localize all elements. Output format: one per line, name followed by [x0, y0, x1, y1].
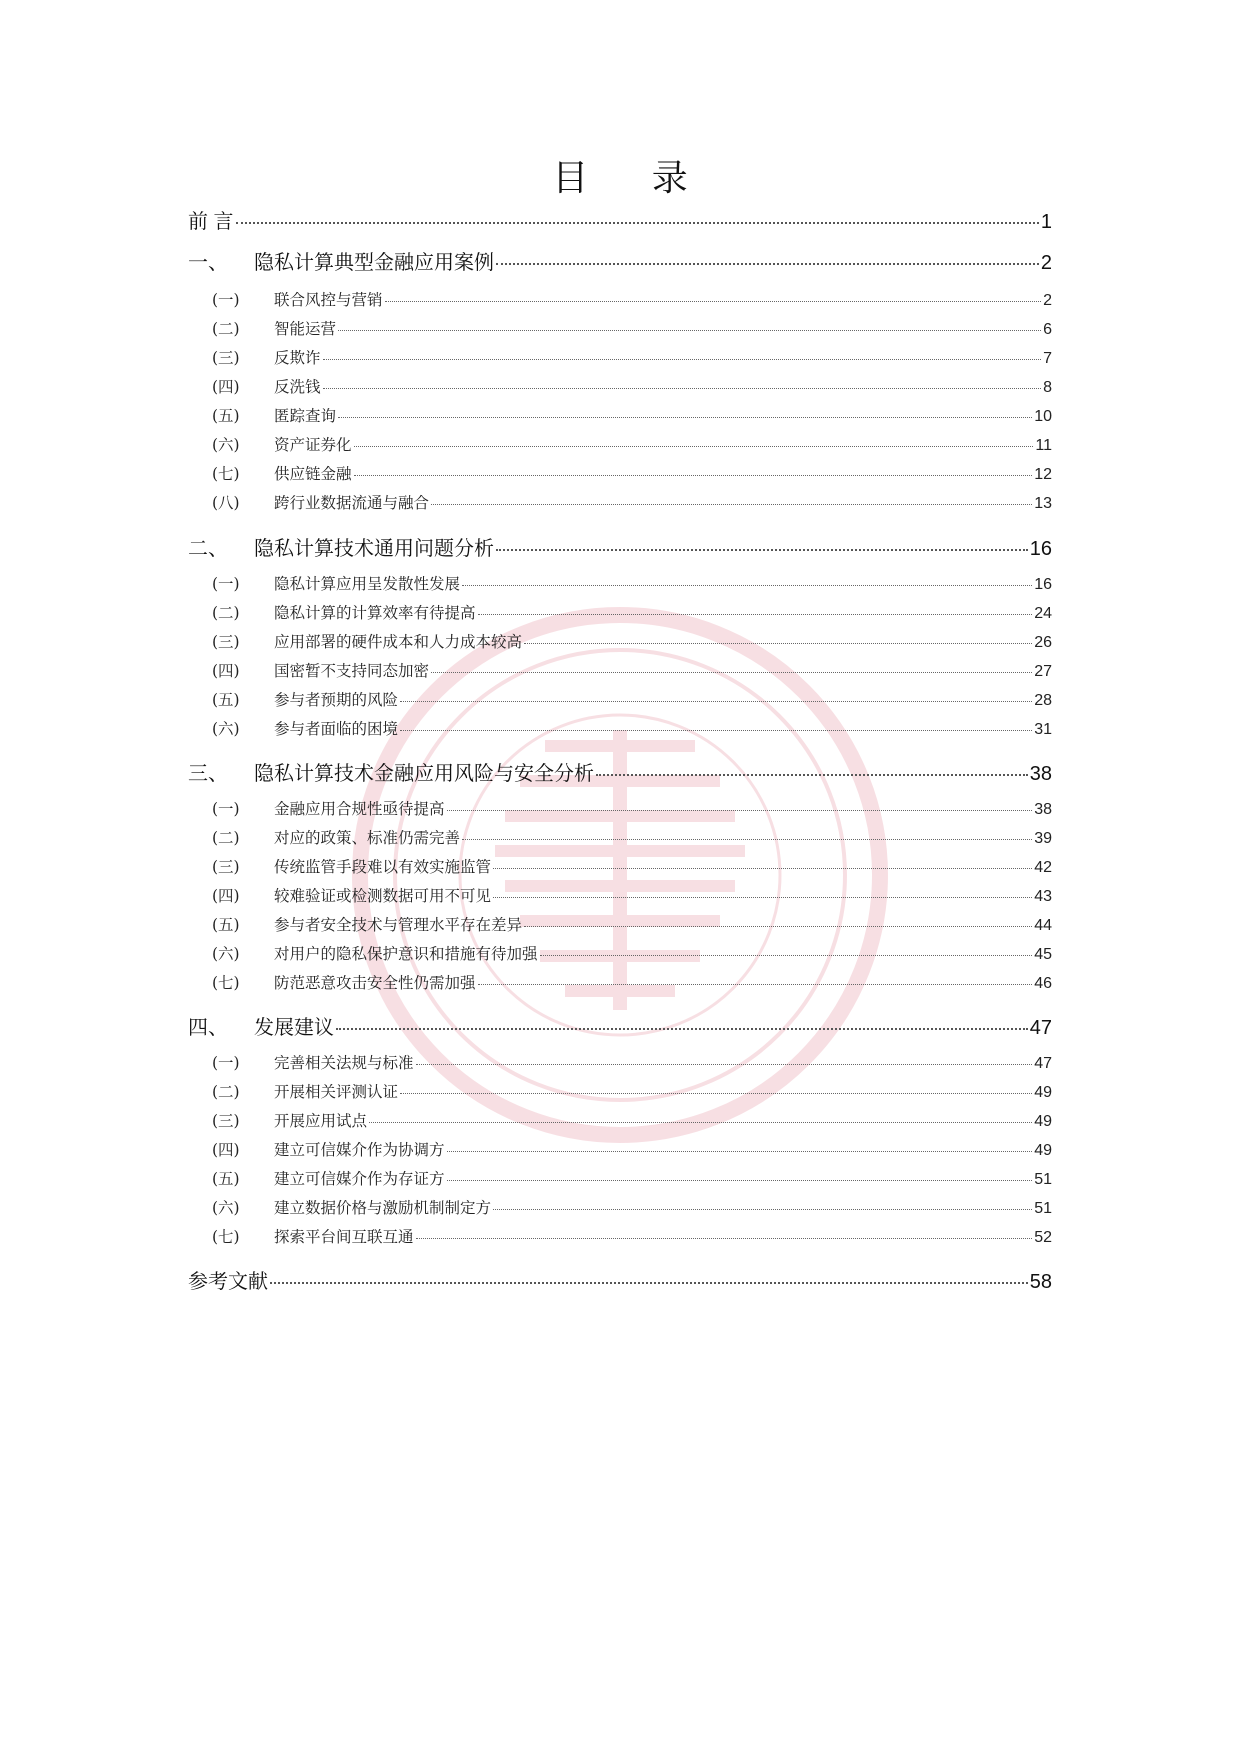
toc-page-number: 45: [1034, 946, 1052, 963]
toc-entry-label: 联合风控与营销: [274, 291, 383, 309]
dot-leader: [416, 1063, 1033, 1065]
toc-entry-number: (四): [212, 887, 240, 905]
dot-leader: [354, 445, 1034, 447]
dot-leader: [493, 1208, 1032, 1210]
toc-page-number: 10: [1034, 408, 1052, 425]
toc-page-number: 38: [1034, 801, 1052, 818]
toc-page-number: 1: [1040, 211, 1052, 233]
toc-entry-label: 国密暂不支持同态加密: [274, 662, 430, 680]
toc-entry-number: (七): [212, 465, 240, 483]
toc-entry-label: 较难验证或检测数据可用不可见: [274, 887, 492, 905]
toc-entry-label: 前 言: [188, 211, 234, 233]
toc-entry-label: 参与者预期的风险: [274, 691, 399, 709]
toc-subsection-entry[interactable]: [188, 1138, 1052, 1160]
toc-subsection-entry[interactable]: [188, 855, 1052, 877]
toc-subsection-entry[interactable]: [188, 717, 1052, 739]
toc-subsection-entry[interactable]: [188, 601, 1052, 623]
toc-section-entry[interactable]: [188, 532, 1052, 561]
toc-entry-label: 传统监管手段难以有效实施监管: [274, 858, 492, 876]
toc-entry-number: (五): [212, 916, 240, 934]
toc-page-number: 47: [1029, 1017, 1052, 1039]
toc-page-number: 49: [1034, 1084, 1052, 1101]
dot-leader: [462, 584, 1032, 586]
toc-entry-label: 隐私计算技术金融应用风险与安全分析: [254, 763, 594, 785]
toc-entry-label: 智能运营: [274, 320, 337, 338]
dot-leader: [540, 954, 1033, 956]
toc-entry-label: 防范恶意攻击安全性仍需加强: [274, 974, 476, 992]
toc-page-number: 24: [1034, 605, 1052, 622]
toc-subsection-entry[interactable]: [188, 1196, 1052, 1218]
toc-page-number: 38: [1029, 763, 1052, 785]
toc-page-number: 39: [1034, 830, 1052, 847]
toc-entry-label: 供应链金融: [274, 465, 352, 483]
toc-entry-number: (一): [212, 800, 240, 818]
toc-entry-label: 探索平台间互联互通: [274, 1228, 414, 1246]
dot-leader: [447, 1150, 1033, 1152]
dot-leader: [447, 809, 1033, 811]
toc-page-number: 49: [1034, 1113, 1052, 1130]
toc-subsection-entry[interactable]: [188, 572, 1052, 594]
toc-entry-label: 应用部署的硬件成本和人力成本较高: [274, 633, 523, 651]
toc-section-entry[interactable]: [188, 246, 1052, 275]
toc-page-number: 8: [1043, 379, 1052, 396]
toc-entry-number: 三、: [188, 763, 228, 785]
toc-subsection-entry[interactable]: [188, 942, 1052, 964]
toc-page-number: 28: [1034, 692, 1052, 709]
dot-leader: [462, 838, 1032, 840]
dot-leader: [493, 896, 1032, 898]
dot-leader: [431, 503, 1032, 505]
toc-entry-label: 资产证券化: [274, 436, 352, 454]
toc-entry-label: 金融应用合规性亟待提高: [274, 800, 445, 818]
toc-subsection-entry[interactable]: [188, 404, 1052, 426]
toc-entry-label: 对应的政策、标准仍需完善: [274, 829, 461, 847]
toc-page-number: 52: [1034, 1229, 1052, 1246]
dot-leader: [431, 671, 1032, 673]
toc-entry-label: 完善相关法规与标准: [274, 1054, 414, 1072]
toc-page-number: 49: [1034, 1142, 1052, 1159]
toc-entry-number: (六): [212, 945, 240, 963]
toc-page-number: 2: [1043, 292, 1052, 309]
toc-entry-number: (六): [212, 720, 240, 738]
toc-entry-number: (六): [212, 1199, 240, 1217]
toc-page-number: 16: [1034, 576, 1052, 593]
toc-entry-label: 反洗钱: [274, 378, 321, 396]
toc-entry-label: 建立可信媒介作为存证方: [274, 1170, 445, 1188]
toc-entry-label: 参考文献: [188, 1271, 268, 1293]
toc-page-number: 43: [1034, 888, 1052, 905]
toc-entry-number: (二): [212, 829, 240, 847]
dot-leader: [338, 329, 1041, 331]
dot-leader: [493, 867, 1032, 869]
toc-entry-number: (一): [212, 291, 240, 309]
toc-page-number: 51: [1034, 1171, 1052, 1188]
dot-leader: [478, 983, 1033, 985]
toc-page-number: 7: [1043, 350, 1052, 367]
toc-page-number: 13: [1034, 495, 1052, 512]
toc-entry-label: 对用户的隐私保护意识和措施有待加强: [274, 945, 538, 963]
toc-entry-number: (三): [212, 633, 240, 651]
toc-section-entry[interactable]: [188, 757, 1052, 786]
dot-leader: [369, 1121, 1032, 1123]
toc-subsection-entry[interactable]: [188, 1080, 1052, 1102]
toc-entry-number: (四): [212, 378, 240, 396]
toc-subsection-entry[interactable]: [188, 1225, 1052, 1247]
toc-entry-label: 参与者安全技术与管理水平存在差异: [274, 916, 523, 934]
toc-subsection-entry[interactable]: [188, 1167, 1052, 1189]
toc-subsection-entry[interactable]: [188, 630, 1052, 652]
toc-subsection-entry[interactable]: [188, 346, 1052, 368]
page-title: 目 录: [552, 158, 714, 199]
toc-entry-number: (二): [212, 1083, 240, 1101]
toc-section-entry[interactable]: [188, 1265, 1052, 1294]
toc-entry-number: 二、: [188, 538, 228, 560]
dot-leader: [478, 613, 1033, 615]
dot-leader: [400, 700, 1032, 702]
toc-subsection-entry[interactable]: [188, 375, 1052, 397]
toc-page-number: 16: [1029, 538, 1052, 560]
toc-entry-label: 隐私计算应用呈发散性发展: [274, 575, 461, 593]
dot-leader: [524, 925, 1032, 927]
toc-page-number: 27: [1034, 663, 1052, 680]
toc-entry-label: 隐私计算的计算效率有待提高: [274, 604, 476, 622]
toc-page-number: 42: [1034, 859, 1052, 876]
toc-entry-number: 一、: [188, 252, 228, 274]
toc-page-number: 2: [1040, 252, 1052, 274]
toc-entry-label: 建立数据价格与激励机制制定方: [274, 1199, 492, 1217]
toc-entry-number: 四、: [188, 1017, 228, 1039]
dot-leader: [338, 416, 1032, 418]
toc-entry-number: (三): [212, 1112, 240, 1130]
toc-subsection-entry[interactable]: [188, 491, 1052, 513]
toc-page-number: 47: [1034, 1055, 1052, 1072]
toc-entry-label: 跨行业数据流通与融合: [274, 494, 430, 512]
dot-leader: [385, 300, 1042, 302]
dot-leader: [447, 1179, 1033, 1181]
toc-entry-number: (八): [212, 494, 240, 512]
toc-page-number: 6: [1043, 321, 1052, 338]
toc-entry-number: (五): [212, 407, 240, 425]
toc-subsection-entry[interactable]: [188, 797, 1052, 819]
toc-page-number: 31: [1034, 721, 1052, 738]
toc-entry-label: 开展相关评测认证: [274, 1083, 399, 1101]
dot-leader: [596, 773, 1028, 776]
dot-leader: [400, 1092, 1032, 1094]
dot-leader: [354, 474, 1033, 476]
toc-entry-number: (六): [212, 436, 240, 454]
toc-entry-label: 隐私计算技术通用问题分析: [254, 538, 494, 560]
toc-entry-label: 隐私计算典型金融应用案例: [254, 252, 494, 274]
toc-page-number: 46: [1034, 975, 1052, 992]
toc-entry-label: 匿踪查询: [274, 407, 337, 425]
toc-subsection-entry[interactable]: [188, 884, 1052, 906]
toc-entry-label: 发展建议: [254, 1017, 334, 1039]
toc-page-number: 12: [1034, 466, 1052, 483]
toc-entry-number: (四): [212, 1141, 240, 1159]
toc-entry-number: (七): [212, 974, 240, 992]
toc-entry-number: (四): [212, 662, 240, 680]
toc-subsection-entry[interactable]: [188, 826, 1052, 848]
toc-entry-number: (七): [212, 1228, 240, 1246]
toc-section-entry[interactable]: [188, 1011, 1052, 1040]
toc-entry-number: (三): [212, 349, 240, 367]
toc-entry-number: (五): [212, 691, 240, 709]
toc-section-entry[interactable]: [188, 205, 1052, 234]
toc-page-number: 44: [1034, 917, 1052, 934]
dot-leader: [270, 1281, 1028, 1284]
dot-leader: [524, 642, 1032, 644]
toc-subsection-entry[interactable]: [188, 971, 1052, 993]
toc-entry-label: 反欺诈: [274, 349, 321, 367]
toc-subsection-entry[interactable]: [188, 1051, 1052, 1073]
toc-subsection-entry[interactable]: [188, 433, 1052, 455]
toc-page-number: 26: [1034, 634, 1052, 651]
toc-subsection-entry[interactable]: [188, 462, 1052, 484]
toc-subsection-entry[interactable]: [188, 688, 1052, 710]
toc-page-number: 11: [1035, 437, 1052, 454]
toc-page-number: 51: [1034, 1200, 1052, 1217]
toc-entry-number: (五): [212, 1170, 240, 1188]
toc-entry-number: (二): [212, 320, 240, 338]
toc-subsection-entry[interactable]: [188, 913, 1052, 935]
dot-leader: [400, 729, 1032, 731]
dot-leader: [323, 358, 1042, 360]
toc-entry-number: (一): [212, 1054, 240, 1072]
dot-leader: [336, 1027, 1028, 1030]
toc-subsection-entry[interactable]: [188, 1109, 1052, 1131]
dot-leader: [236, 221, 1039, 224]
toc-page-number: 58: [1029, 1271, 1052, 1293]
dot-leader: [416, 1237, 1033, 1239]
toc-subsection-entry[interactable]: [188, 288, 1052, 310]
toc-entry-number: (三): [212, 858, 240, 876]
dot-leader: [323, 387, 1042, 389]
toc-entry-number: (一): [212, 575, 240, 593]
toc-entry-number: (二): [212, 604, 240, 622]
toc-entry-label: 参与者面临的困境: [274, 720, 399, 738]
dot-leader: [496, 262, 1039, 265]
toc-entry-label: 建立可信媒介作为协调方: [274, 1141, 445, 1159]
toc-entry-label: 开展应用试点: [274, 1112, 368, 1130]
toc-subsection-entry[interactable]: [188, 317, 1052, 339]
dot-leader: [496, 548, 1028, 551]
toc-subsection-entry[interactable]: [188, 659, 1052, 681]
